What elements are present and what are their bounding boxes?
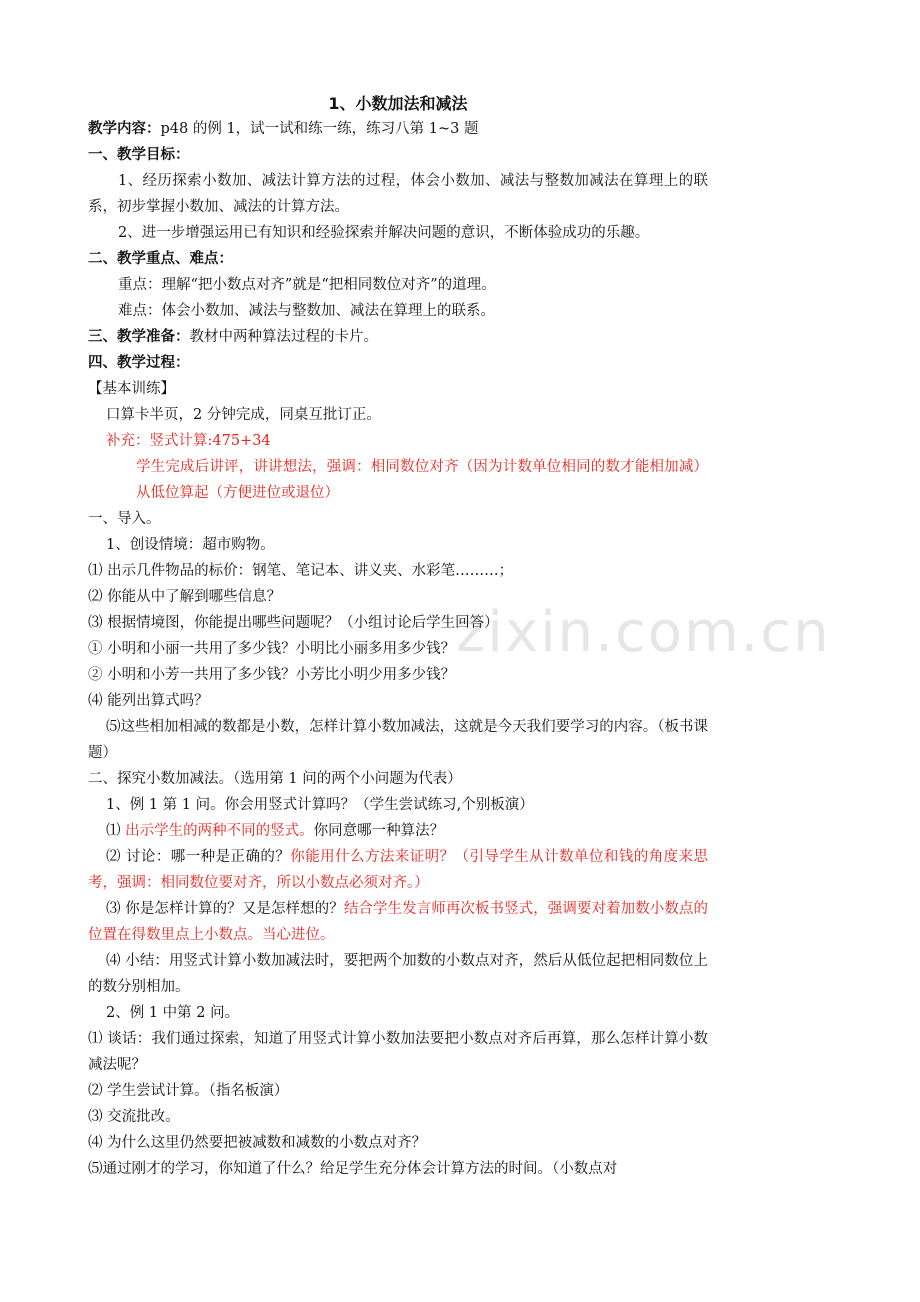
explore-item-2-text: ⑵ 讨论：哪一种是正确的？ <box>106 849 291 865</box>
content-line <box>88 116 708 142</box>
explore-item-3 <box>88 896 708 948</box>
content-text: p48 的例 1，试一试和练一练，练习八第 1~3 题 <box>160 121 479 137</box>
preparation-label: 三、教学准备： <box>88 329 190 345</box>
intro-question-1: ① 小明和小丽一共用了多少钱？小明比小丽多用多少钱？ <box>88 641 456 657</box>
intro-question-2: ② 小明和小芳一共用了多少钱？小芳比小明少用多少钱？ <box>88 667 456 683</box>
content-label: 教学内容： <box>88 121 161 137</box>
page-title: 1、小数加法和减法 <box>328 94 468 113</box>
explore-item-1-num: ⑴ <box>106 823 126 839</box>
explore-item-2 <box>88 844 708 896</box>
intro-heading: 一、导入。 <box>88 511 161 527</box>
goal-item-1: 1、经历探索小数加、减法计算方法的过程，体会小数加、减法与整数加减法在算理上的联系，初步掌握小数加、减法的计算方法。 <box>88 173 708 215</box>
oral-cards-text: 口算卡半页，2 分钟完成，同桌互批订正。 <box>106 407 381 423</box>
explore-q2-item-5: ⑸通过刚才的学习，你知道了什么？给足学生充分体会计算方法的时间。（小数点对 <box>88 1161 618 1177</box>
supplement-text: 补充：竖式计算:475+34 <box>106 433 271 449</box>
key-points-heading: 二、教学重点、难点： <box>88 251 233 267</box>
intro-item-1: ⑴ 出示几件物品的标价：钢笔、笔记本、讲义夹、水彩笔………； <box>88 563 514 579</box>
explore-item-3-red: 结合学生发言师再次板书竖式，强调要对着加数小数点的位置在得数里点上小数点。当心进位。 <box>88 901 709 943</box>
example-1-q2: 2、例 1 中第 2 问。 <box>106 1005 240 1021</box>
process-heading: 四、教学过程： <box>88 355 190 371</box>
basic-training-heading: 【基本训练】 <box>88 381 175 397</box>
goals-heading: 一、教学目标： <box>88 147 190 163</box>
goal-item-2: 2、进一步增强运用已有知识和经验探索并解决问题的意识，不断体验成功的乐趣。 <box>118 225 650 241</box>
explore-item-1-rest: 你同意哪一种算法？ <box>313 823 445 839</box>
intro-item-2: ⑵ 你能从中了解到哪些信息？ <box>88 589 282 605</box>
watermark: zixin.com.cn <box>456 600 831 665</box>
preparation-text: 教材中两种算法过程的卡片。 <box>189 329 378 345</box>
explore-item-1 <box>88 818 708 844</box>
explore-q2-item-1: ⑴ 谈话：我们通过探索，知道了用竖式计算小数加法要把小数点对齐后再算，那么怎样计算小数减法呢？ <box>88 1031 708 1073</box>
explore-item-2-red: 你能用什么方法来证明？（引导学生从计数单位和钱的角度来思考，强调：相同数位要对齐，所以小数点必须对齐。） <box>88 849 709 891</box>
supplement-note: 学生完成后讲评，讲讲想法，强调：相同数位对齐（因为计数单位相同的数才能相加减）从低位算起（方便进位或退位） <box>136 459 708 501</box>
document-page <box>88 92 708 1182</box>
explore-summary: ⑷ 小结：用竖式计算小数加减法时，要把两个加数的小数点对齐，然后从低位起把相同数位上的数分别相加。 <box>88 953 708 995</box>
intro-item-4: ⑷ 能列出算式吗？ <box>88 693 209 709</box>
explore-heading: 二、探究小数加减法。（选用第 1 问的两个小问题为代表） <box>88 771 462 787</box>
focus-point: 重点：理解“把小数点对齐”就是“把相同数位对齐”的道理。 <box>118 277 496 293</box>
explore-q2-item-2: ⑵ 学生尝试计算。（指名板演） <box>88 1083 289 1099</box>
explore-q2-item-4: ⑷ 为什么这里仍然要把被减数和减数的小数点对齐？ <box>88 1135 427 1151</box>
example-1-q1: 1、例 1 第 1 问。你会用竖式计算吗？（学生尝试练习,个别板演） <box>106 797 534 813</box>
intro-item-5: ⑸这些相加相减的数都是小数，怎样计算小数加减法，这就是今天我们要学习的内容。（板书课题） <box>88 719 708 761</box>
explore-item-3-text: ⑶ 你是怎样计算的？又是怎样想的？ <box>106 901 344 917</box>
difficulty-point: 难点：体会小数加、减法与整数加、减法在算理上的联系。 <box>118 303 495 319</box>
explore-item-1-red: 出示学生的两种不同的竖式。 <box>125 823 314 839</box>
intro-step-1: 1、创设情境：超市购物。 <box>106 537 275 553</box>
preparation-line <box>88 324 708 350</box>
explore-q2-item-3: ⑶ 交流批改。 <box>88 1109 180 1125</box>
intro-item-3: ⑶ 根据情境图，你能提出哪些问题呢？（小组讨论后学生回答） <box>88 615 499 631</box>
